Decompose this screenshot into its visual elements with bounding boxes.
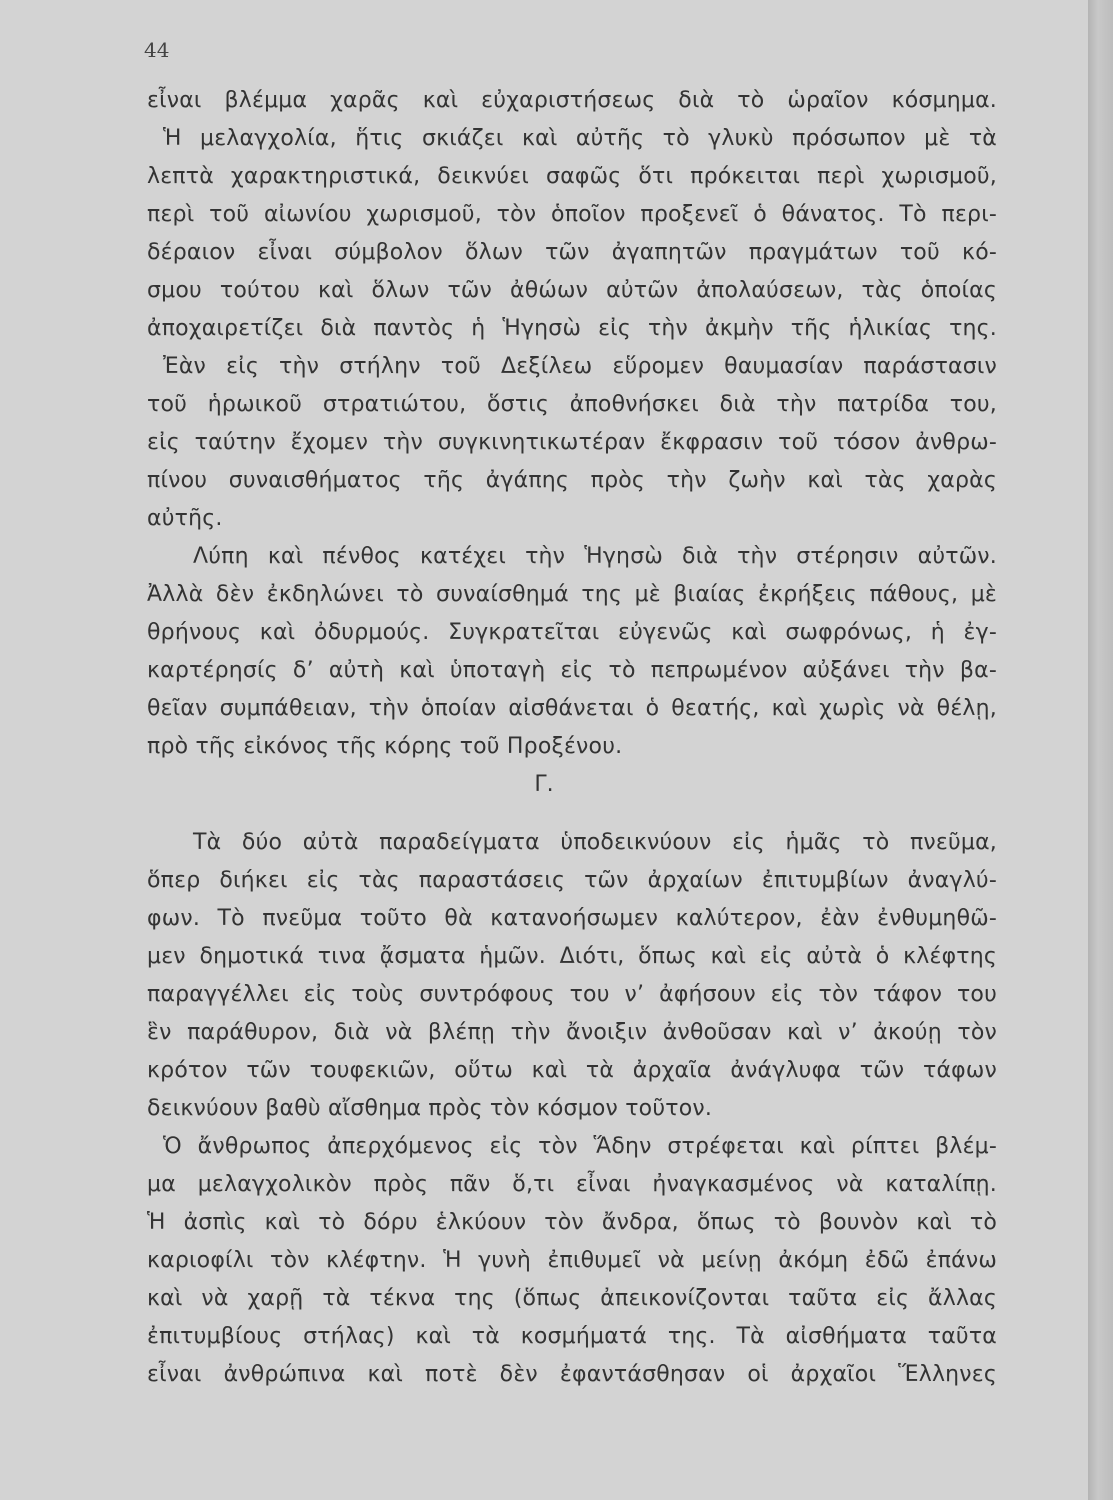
text-line: καριοφίλι τὸν κλέφτην. Ἡ γυνὴ ἐπιθυμεῖ νὰ μείνῃ ἀκόμη ἐδῶ ἐπάνω [147,1248,997,1273]
text-line: Τὰ δύο αὐτὰ παραδείγματα ὑποδεικνύουν εἰς ἡμᾶς τὸ πνεῦμα, [193,830,997,855]
text-line: πίνου συναισθήματος τῆς ἀγάπης πρὸς τὴν ζωὴν καὶ τὰς χαρὰς [147,468,997,493]
text-line: φων. Τὸ πνεῦμα τοῦτο θὰ κατανοήσωμεν καλύτερον, ἐὰν ἐνθυμηθῶ- [147,906,997,931]
text-line: εἰς ταύτην ἔχομεν τὴν συγκινητικωτέραν ἔκφρασιν τοῦ τόσον ἀνθρω- [147,430,997,455]
text-line: δέραιον εἶναι σύμβολον ὅλων τῶν ἀγαπητῶν πραγμάτων τοῦ κό- [147,240,997,265]
text-line: κρότον τῶν τουφεκιῶν, οὕτω καὶ τὰ ἀρχαῖα ἀνάγλυφα τῶν τάφων [147,1058,997,1083]
section-heading: Γ. [534,772,554,797]
text-line: εἶναι βλέμμα χαρᾶς καὶ εὐχαριστήσεως διὰ τὸ ὡραῖον κόσμημα. [147,88,997,113]
text-line: ἐπιτυμβίους στήλας) καὶ τὰ κοσμήματά της. Τὰ αἰσθήματα ταῦτα [147,1324,997,1349]
text-line: καρτέρησίς δ’ αὐτὴ καὶ ὑποταγὴ εἰς τὸ πεπρωμένον αὐξάνει τὴν βα- [147,658,997,683]
text-line: μεν δημοτικά τινα ᾄσματα ἡμῶν. Διότι, ὅπως καὶ εἰς αὐτὰ ὁ κλέφτης [147,944,997,969]
text-line: πρὸ τῆς εἰκόνος τῆς κόρης τοῦ Προξένου. [147,734,623,759]
text-line: μα μελαγχολικὸν πρὸς πᾶν ὅ,τι εἶναι ἠναγκασμένος νὰ καταλίπῃ. [147,1172,997,1197]
text-line: Ἐὰν εἰς τὴν στήλην τοῦ Δεξίλεω εὕρομεν θαυμασίαν παράστασιν [163,354,997,379]
text-line: θρήνους καὶ ὀδυρμούς. Συγκρατεῖται εὐγενῶς καὶ σωφρόνως, ἡ ἐγ- [147,620,997,645]
text-line: περὶ τοῦ αἰωνίου χωρισμοῦ, τὸν ὁποῖον προξενεῖ ὁ θάνατος. Τὸ περι- [147,202,997,227]
text-line: Ἡ μελαγχολία, ἥτις σκιάζει καὶ αὐτῆς τὸ γλυκὺ πρόσωπον μὲ τὰ [163,126,997,151]
text-line: καὶ νὰ χαρῇ τὰ τέκνα της (ὅπως ἀπεικονίζονται ταῦτα εἰς ἄλλας [147,1286,997,1311]
text-line: δεικνύουν βαθὺ αἴσθημα πρὸς τὸν κόσμον τοῦτον. [147,1096,713,1121]
page-edge [1088,0,1113,1500]
text-line: Ἡ ἀσπὶς καὶ τὸ δόρυ ἑλκύουν τὸν ἄνδρα, ὅπως τὸ βουνὸν καὶ τὸ [147,1210,997,1235]
page-number: 44 [144,38,170,62]
text-line: ὅπερ διήκει εἰς τὰς παραστάσεις τῶν ἀρχαίων ἐπιτυμβίων ἀναγλύ- [147,868,997,893]
text-line: σμου τούτου καὶ ὅλων τῶν ἀθώων αὐτῶν ἀπολαύσεων, τὰς ὁποίας [147,278,997,303]
text-line: Λύπη καὶ πένθος κατέχει τὴν Ἡγησὼ διὰ τὴν στέρησιν αὐτῶν. [193,544,997,569]
text-line: αὐτῆς. [147,506,223,531]
text-line: Ἀλλὰ δὲν ἐκδηλώνει τὸ συναίσθημά της μὲ βιαίας ἐκρήξεις πάθους, μὲ [147,582,997,607]
text-line: Ὁ ἄνθρωπος ἀπερχόμενος εἰς τὸν Ἅδην στρέφεται καὶ ρίπτει βλέμ- [163,1134,997,1159]
text-line: τοῦ ἡρωικοῦ στρατιώτου, ὅστις ἀποθνήσκει διὰ τὴν πατρίδα του, [147,392,997,417]
text-line: παραγγέλλει εἰς τοὺς συντρόφους του ν’ ἀφήσουν εἰς τὸν τάφον του [147,982,997,1007]
text-line: θεῖαν συμπάθειαν, τὴν ὁποίαν αἰσθάνεται ὁ θεατής, καὶ χωρὶς νὰ θέλῃ, [147,696,997,721]
text-line: λεπτὰ χαρακτηριστικά, δεικνύει σαφῶς ὅτι πρόκειται περὶ χωρισμοῦ, [147,164,997,189]
text-line: εἶναι ἀνθρώπινα καὶ ποτὲ δὲν ἐφαντάσθησαν οἱ ἀρχαῖοι Ἕλληνες [147,1362,997,1387]
text-line: ἀποχαιρετίζει διὰ παντὸς ἡ Ἡγησὼ εἰς τὴν ἀκμὴν τῆς ἡλικίας της. [147,316,997,341]
text-line: ἓν παράθυρον, διὰ νὰ βλέπῃ τὴν ἄνοιξιν ἀνθοῦσαν καὶ ν’ ἀκούῃ τὸν [147,1020,997,1045]
